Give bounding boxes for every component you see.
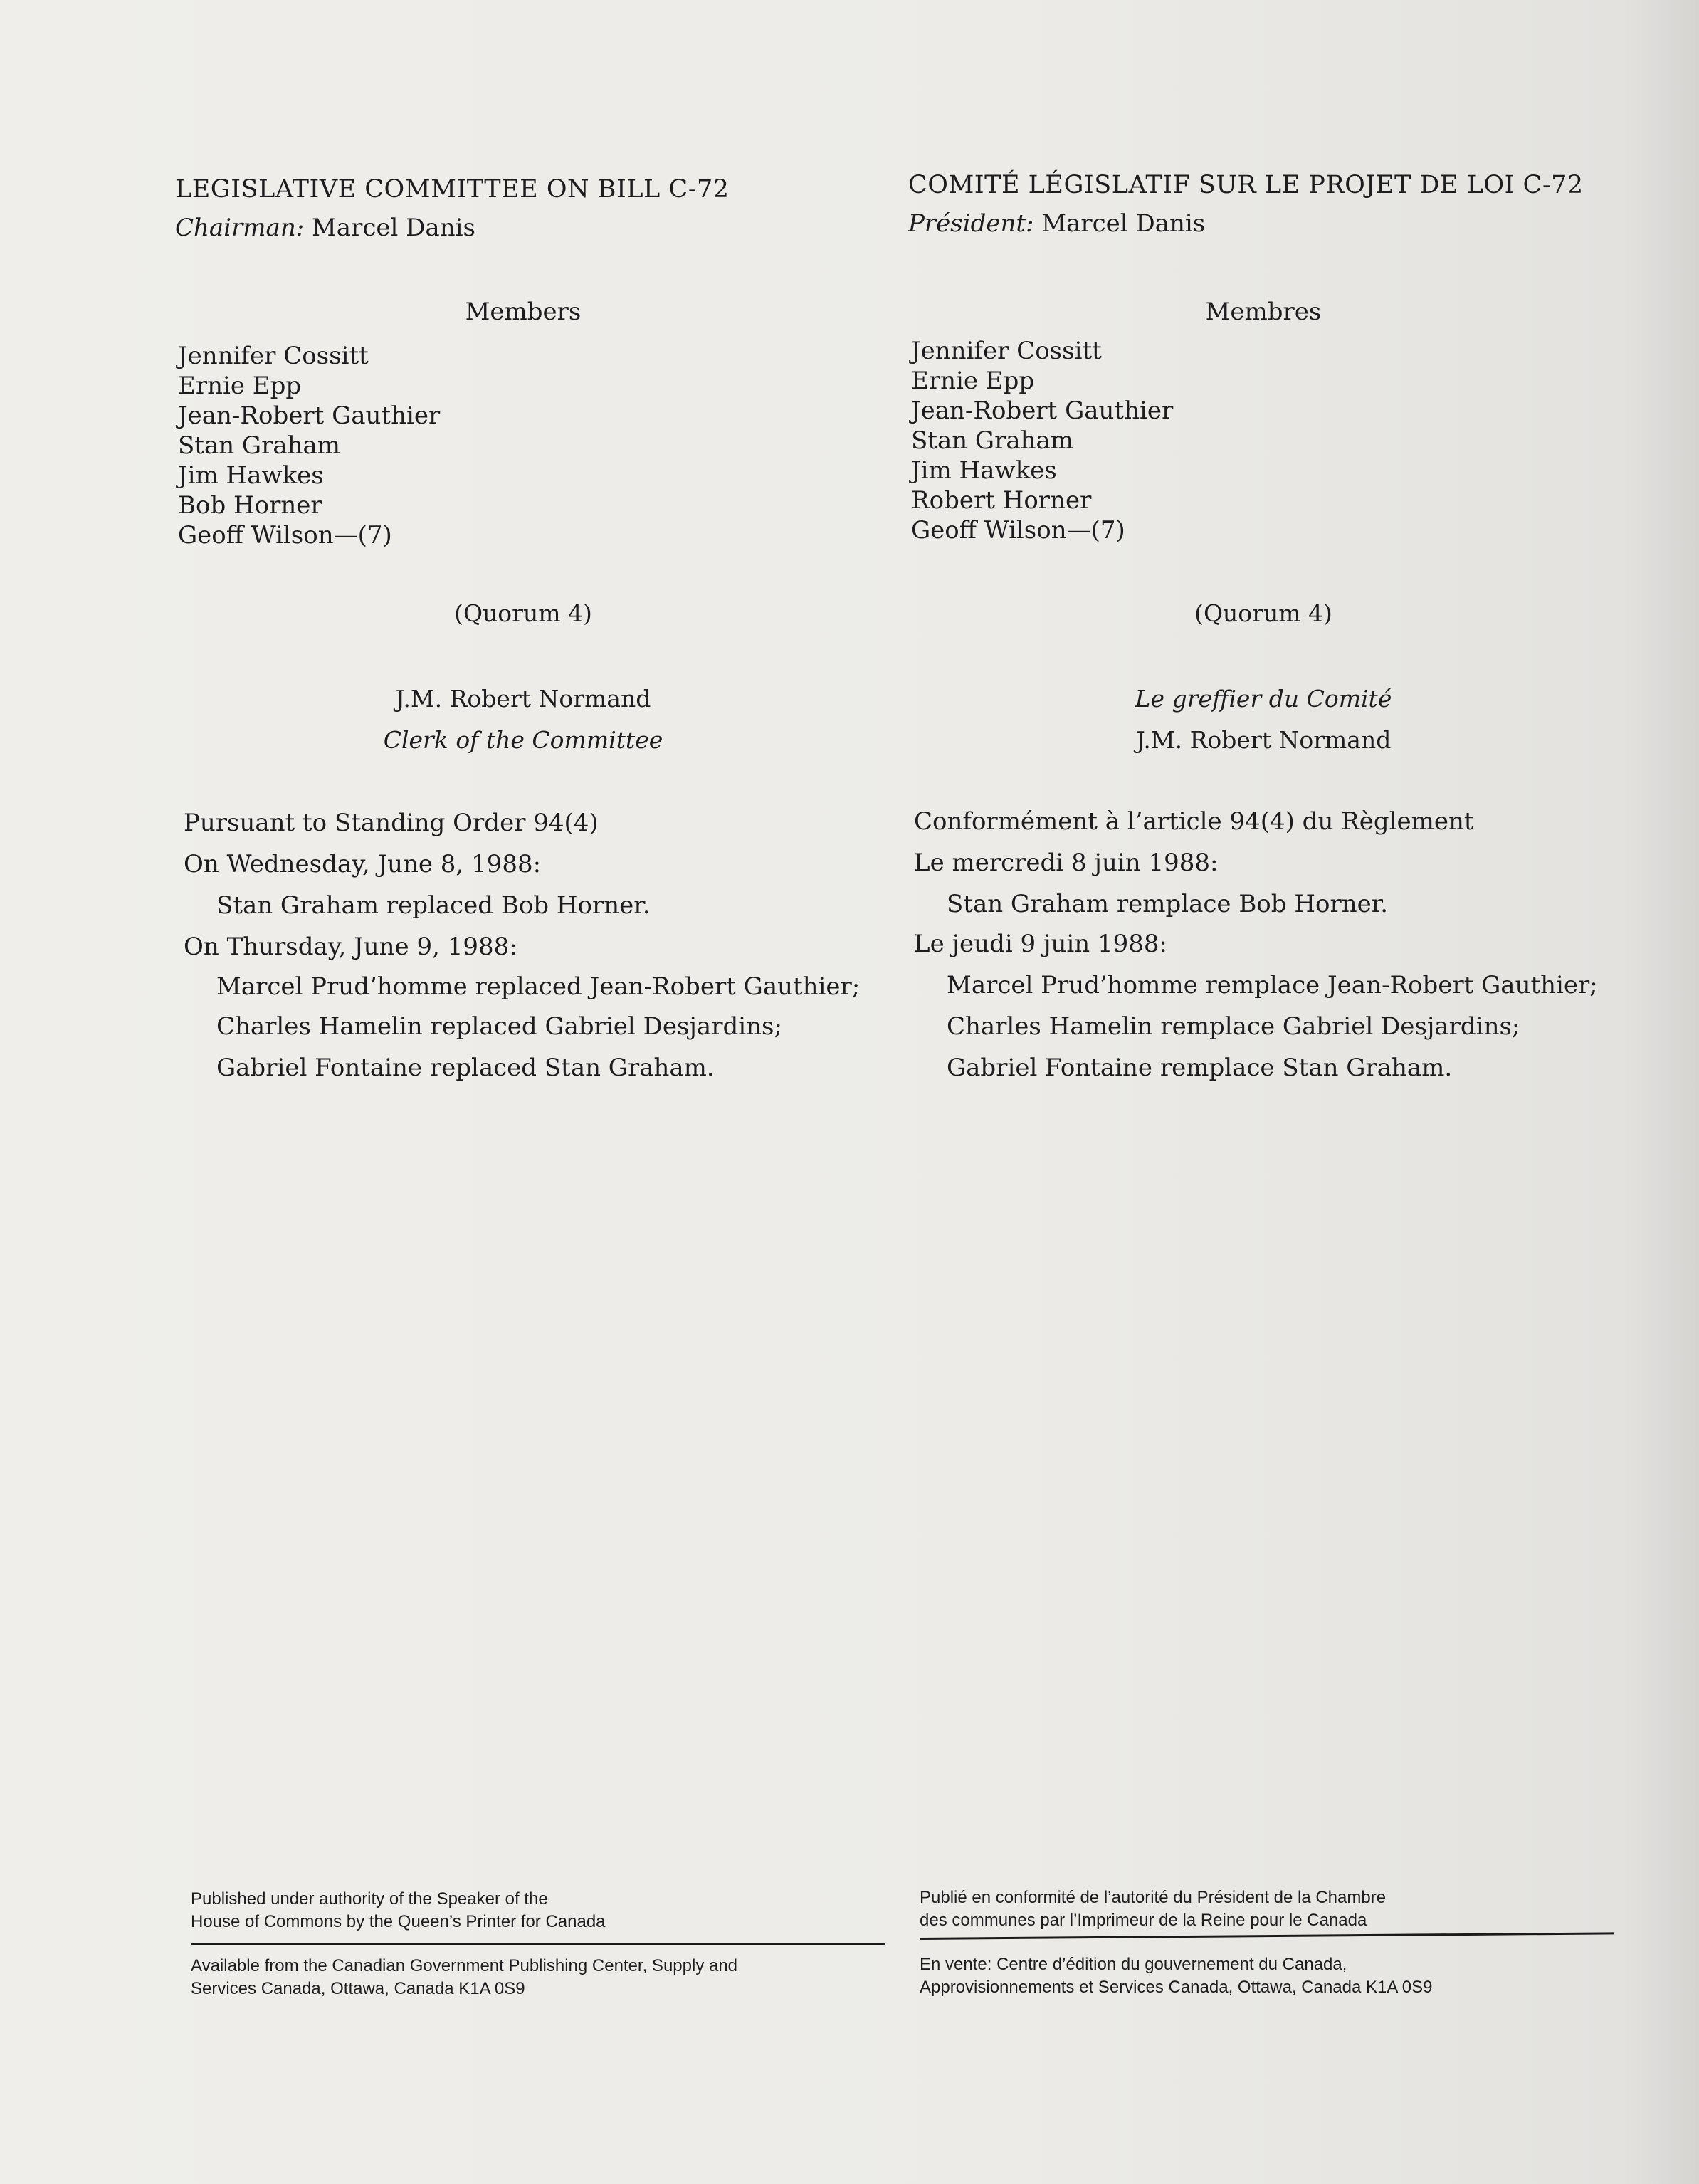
member-item: Geoff Wilson—(7) bbox=[911, 516, 1125, 545]
membership-change: Gabriel Fontaine remplace Stan Graham. bbox=[947, 1054, 1453, 1082]
clerk-title: Clerk of the Committee bbox=[383, 726, 663, 754]
chairman-label: Chairman: bbox=[175, 214, 305, 242]
quorum: (Quorum 4) bbox=[1194, 599, 1332, 627]
page-edge-shadow bbox=[1621, 0, 1699, 2184]
quorum: (Quorum 4) bbox=[454, 599, 592, 627]
french-column bbox=[908, 171, 1656, 238]
members-list bbox=[178, 341, 676, 550]
membres-heading: Membres bbox=[1205, 298, 1322, 326]
membership-change: Charles Hamelin remplace Gabriel Desjardins; bbox=[947, 1012, 1520, 1041]
availability-line: Approvisionnements et Services Canada, Ottawa, Canada K1A 0S9 bbox=[920, 1978, 1433, 1997]
membership-change: Marcel Prud’homme remplace Jean-Robert Gauthier; bbox=[947, 971, 1598, 999]
availability-notice bbox=[191, 1955, 888, 2000]
member-item: Jim Hawkes bbox=[911, 456, 1057, 485]
member-item: Bob Horner bbox=[178, 491, 322, 520]
member-item: Geoff Wilson—(7) bbox=[178, 521, 392, 550]
membres-list bbox=[911, 336, 1409, 545]
members-heading: Members bbox=[465, 298, 582, 326]
standing-order: Pursuant to Standing Order 94(4) bbox=[184, 809, 599, 837]
membership-change: Marcel Prud’homme replaced Jean-Robert Gauthier; bbox=[216, 972, 861, 1001]
president-label: Président: bbox=[908, 209, 1034, 238]
chairman-name: Marcel Danis bbox=[304, 214, 475, 242]
member-item: Stan Graham bbox=[911, 426, 1074, 455]
member-item: Robert Horner bbox=[911, 486, 1092, 515]
chairman-line bbox=[175, 214, 887, 242]
publication-notice bbox=[920, 1886, 1631, 1932]
publication-line: des communes par l’Imprimeur de la Reine pour le Canada bbox=[920, 1911, 1367, 1930]
availability-line: Services Canada, Ottawa, Canada K1A 0S9 bbox=[191, 1979, 525, 1998]
publication-line: Publié en conformité de l’autorité du Président de la Chambre bbox=[920, 1888, 1387, 1907]
availability-notice bbox=[920, 1953, 1631, 1999]
date-june-9: Le jeudi 9 juin 1988: bbox=[914, 930, 1167, 958]
membership-change: Gabriel Fontaine replaced Stan Graham. bbox=[216, 1054, 715, 1082]
member-item: Jennifer Cossitt bbox=[911, 337, 1102, 365]
date-june-8: On Wednesday, June 8, 1988: bbox=[184, 850, 542, 878]
clerk-name: J.M. Robert Normand bbox=[395, 685, 651, 713]
publication-notice bbox=[191, 1888, 888, 1933]
member-item: Jennifer Cossitt bbox=[178, 342, 369, 370]
member-item: Ernie Epp bbox=[911, 367, 1035, 395]
clerk-title: Le greffier du Comité bbox=[1135, 685, 1392, 713]
publication-line: House of Commons by the Queen’s Printer for Canada bbox=[191, 1912, 606, 1931]
member-item: Stan Graham bbox=[178, 431, 341, 460]
availability-line: Available from the Canadian Government Publishing Center, Supply and bbox=[191, 1956, 738, 1975]
availability-line: En vente: Centre d’édition du gouvernement du Canada, bbox=[920, 1955, 1347, 1974]
publication-line: Published under authority of the Speaker of the bbox=[191, 1889, 548, 1909]
president-name: Marcel Danis bbox=[1033, 209, 1206, 238]
footer-rule bbox=[191, 1943, 885, 1945]
standing-order: Conformément à l’article 94(4) du Règlement bbox=[914, 807, 1474, 836]
footer-rule bbox=[920, 1932, 1614, 1940]
date-june-9: On Thursday, June 9, 1988: bbox=[184, 933, 517, 961]
member-item: Jim Hawkes bbox=[178, 461, 324, 490]
membership-change: Stan Graham remplace Bob Horner. bbox=[947, 890, 1389, 918]
date-june-8: Le mercredi 8 juin 1988: bbox=[914, 849, 1219, 877]
committee-title: LEGISLATIVE COMMITTEE ON BILL C-72 bbox=[175, 175, 730, 204]
membership-change: Stan Graham replaced Bob Horner. bbox=[216, 891, 651, 920]
english-column bbox=[175, 175, 887, 242]
member-item: Ernie Epp bbox=[178, 372, 302, 400]
member-item: Jean-Robert Gauthier bbox=[911, 397, 1174, 425]
clerk-name: J.M. Robert Normand bbox=[1135, 726, 1392, 754]
committee-title: COMITÉ LÉGISLATIF SUR LE PROJET DE LOI C-72 bbox=[908, 171, 1584, 199]
president-line bbox=[908, 209, 1656, 238]
membership-change: Charles Hamelin replaced Gabriel Desjardins; bbox=[216, 1012, 782, 1041]
member-item: Jean-Robert Gauthier bbox=[178, 401, 441, 430]
